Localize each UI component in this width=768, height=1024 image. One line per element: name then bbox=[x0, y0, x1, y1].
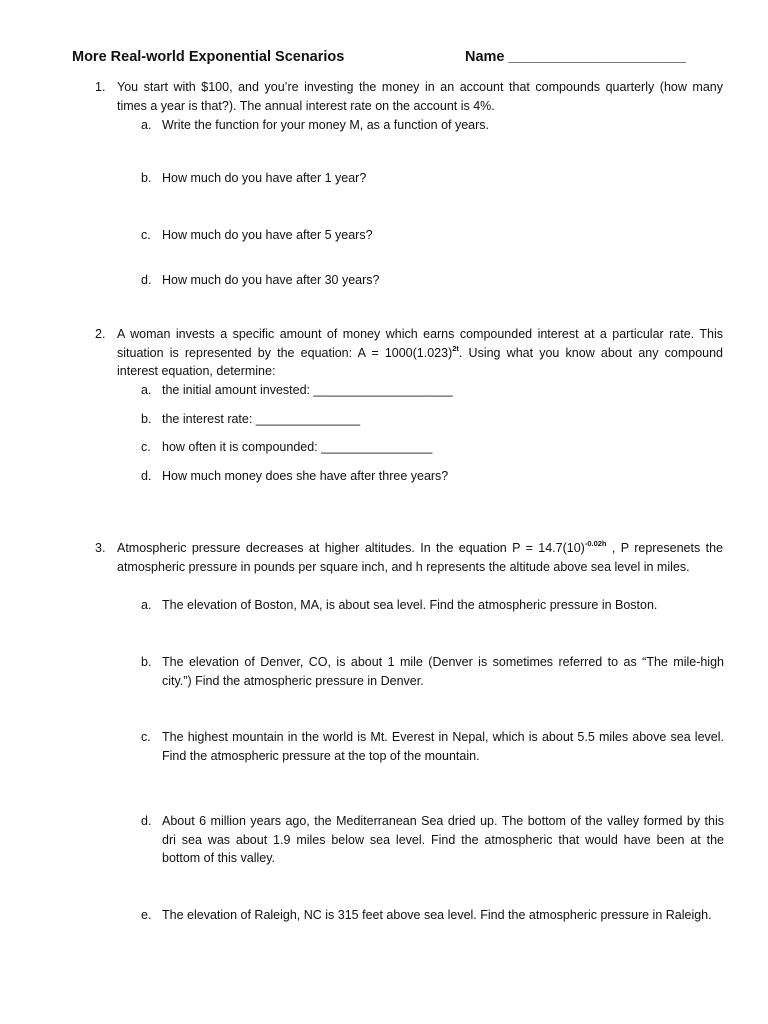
q3-part-d-letter: d. bbox=[141, 814, 152, 828]
q2-part-d-letter: d. bbox=[141, 469, 152, 483]
name-field: Name ______________________ bbox=[465, 49, 686, 65]
q2-part-c-letter: c. bbox=[141, 440, 151, 454]
q1-part-a-text: Write the function for your money M, as a function of years. bbox=[162, 118, 490, 132]
q3-part-e-text: The elevation of Raleigh, NC is 315 feet above sea level. Find the atmospheric pressure in Raleigh. bbox=[162, 908, 712, 922]
question-1-text: You start with $100, and you’re investing the money in an account that compounds quarterly (how many times a year is that?). The annual interest rate on the account is 4%. bbox=[117, 80, 723, 113]
q2-part-a-letter: a. bbox=[141, 383, 152, 397]
q2-part-b-text: the interest rate: _______________ bbox=[162, 412, 361, 426]
q2-exponent: 2t bbox=[452, 343, 459, 353]
q3-part-b-text: The elevation of Denver, CO, is about 1 mile (Denver is sometimes referred to as “The mile-high city.”) Find the atmospheric pressure in Denver. bbox=[162, 655, 724, 688]
q2-part-a-text: the initial amount invested: ____________________ bbox=[162, 383, 453, 397]
question-2-number: 2. bbox=[95, 327, 106, 341]
q3-part-d-text: About 6 million years ago, the Mediterranean Sea dried up. The bottom of the valley formed by this dri sea was about 1.9 miles below sea level. Find the atmospheric that would have been at the bottom of this valley. bbox=[162, 814, 724, 865]
q3-part-e-letter: e. bbox=[141, 908, 152, 922]
q3-part-c-letter: c. bbox=[141, 730, 151, 744]
q2-part-b-letter: b. bbox=[141, 412, 152, 426]
question-2-text: A woman invests a specific amount of money which earns compounded interest at a particular rate. This situation is represented by the equation: $A = 1000(1.023)^{2t}$. Using what you know about any compound interest equation, determine: bbox=[117, 327, 724, 378]
q2-part-c-text: how often it is compounded: ________________ bbox=[162, 440, 433, 454]
q1-part-d-letter: d. bbox=[141, 273, 152, 287]
q3-part-a-letter: a. bbox=[141, 598, 152, 612]
q3-part-b-letter: b. bbox=[141, 655, 152, 669]
question-3-text: Atmospheric pressure decreases at higher altitudes. In the equation $P = 14.7(10)^{-0.02h}$ , P represenets the atmospheric pressure in pounds per square inch, and h represents the altitude above sea level in miles. bbox=[117, 539, 723, 574]
q1-part-b-text: How much do you have after 1 year? bbox=[162, 171, 367, 185]
question-1-number: 1. bbox=[95, 80, 106, 94]
q1-part-c-letter: c. bbox=[141, 228, 151, 242]
question-3-number: 3. bbox=[95, 541, 106, 555]
q1-part-a-letter: a. bbox=[141, 118, 152, 132]
q1-part-d-text: How much do you have after 30 years? bbox=[162, 273, 380, 287]
q3-part-c-text: The highest mountain in the world is Mt. Everest in Nepal, which is about 5.5 miles above sea level. Find the atmospheric pressure at the top of the mountain. bbox=[162, 730, 724, 763]
worksheet-title: More Real-world Exponential Scenarios bbox=[72, 49, 345, 65]
q3-part-a-text: The elevation of Boston, MA, is about sea level. Find the atmospheric pressure in Boston. bbox=[162, 598, 658, 612]
q2-part-d-text: How much money does she have after three years? bbox=[162, 469, 449, 483]
q1-part-c-text: How much do you have after 5 years? bbox=[162, 228, 373, 242]
q3-exponent: -0.02h bbox=[584, 539, 607, 548]
q1-part-b-letter: b. bbox=[141, 171, 152, 185]
